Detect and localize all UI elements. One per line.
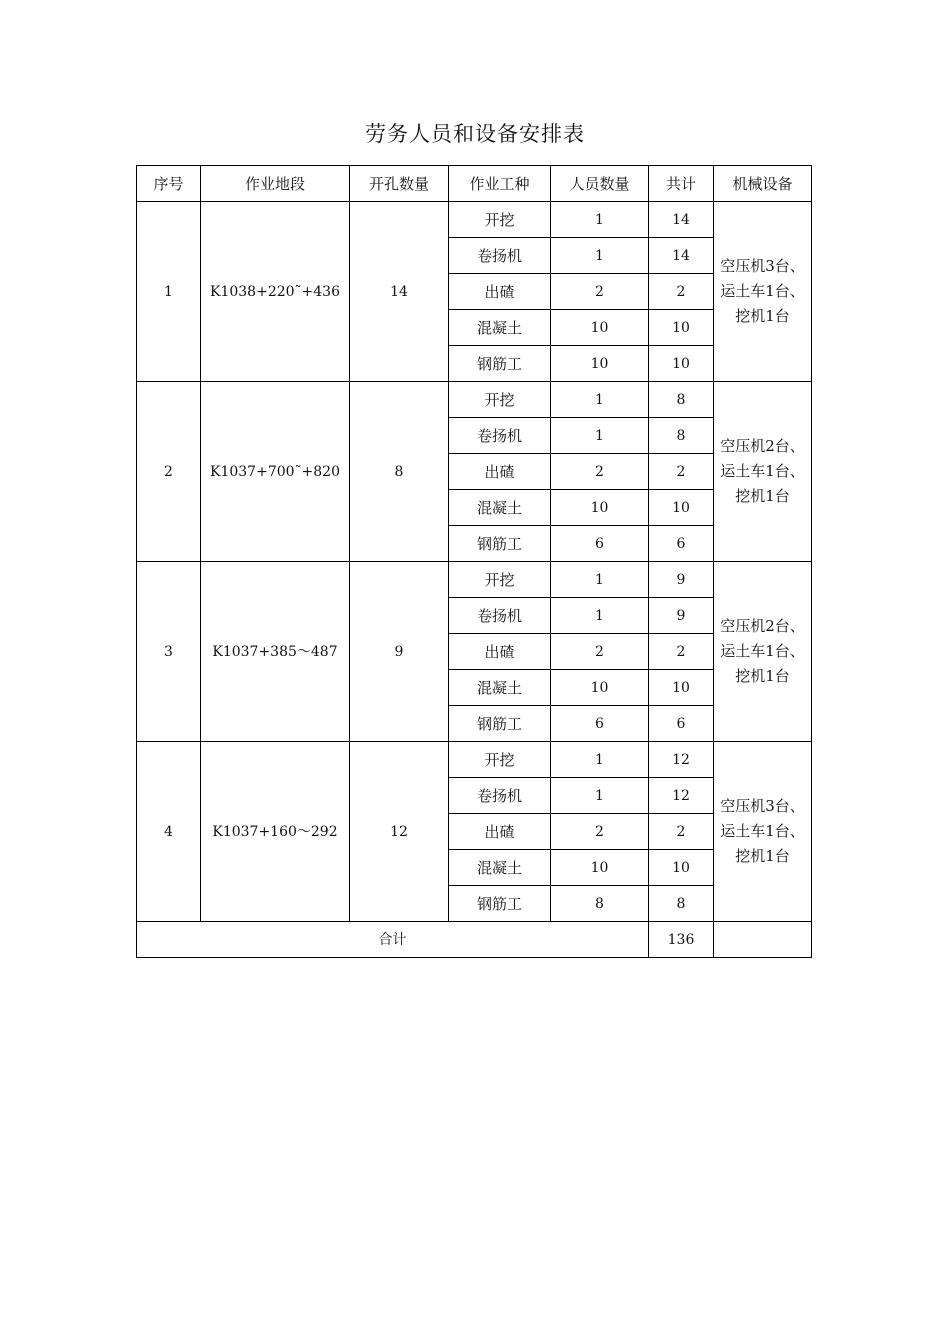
section-no: 1	[137, 202, 201, 382]
summary-equipment	[714, 922, 812, 958]
total-cell: 14	[649, 238, 714, 274]
total-cell: 6	[649, 706, 714, 742]
people-cell: 1	[551, 418, 649, 454]
work-type-cell: 卷扬机	[449, 238, 551, 274]
header-segment: 作业地段	[201, 166, 350, 202]
summary-label: 合计	[137, 922, 649, 958]
total-cell: 8	[649, 886, 714, 922]
table-row	[137, 202, 812, 238]
arrangement-table	[136, 165, 812, 958]
section-holes: 8	[350, 382, 449, 562]
total-cell: 14	[649, 202, 714, 238]
work-type-cell: 开挖	[449, 202, 551, 238]
total-cell: 10	[649, 346, 714, 382]
people-cell: 1	[551, 598, 649, 634]
table-row	[137, 562, 812, 598]
work-type-cell: 开挖	[449, 742, 551, 778]
people-cell: 10	[551, 670, 649, 706]
total-cell: 9	[649, 598, 714, 634]
header-total: 共计	[649, 166, 714, 202]
summary-total: 136	[649, 922, 714, 958]
total-cell: 10	[649, 670, 714, 706]
people-cell: 2	[551, 274, 649, 310]
header-work-type: 作业工种	[449, 166, 551, 202]
section-holes: 14	[350, 202, 449, 382]
total-cell: 12	[649, 778, 714, 814]
work-type-cell: 出碴	[449, 634, 551, 670]
table-row	[137, 382, 812, 418]
total-cell: 10	[649, 850, 714, 886]
work-type-cell: 开挖	[449, 382, 551, 418]
work-type-cell: 出碴	[449, 454, 551, 490]
people-cell: 1	[551, 202, 649, 238]
work-type-cell: 卷扬机	[449, 598, 551, 634]
total-cell: 2	[649, 274, 714, 310]
people-cell: 2	[551, 634, 649, 670]
total-cell: 8	[649, 382, 714, 418]
header-row	[137, 166, 812, 202]
table-row	[137, 742, 812, 778]
section-segment: K1037+700˜+820	[201, 382, 350, 562]
work-type-cell: 卷扬机	[449, 778, 551, 814]
page-title: 劳务人员和设备安排表	[365, 122, 585, 146]
people-cell: 10	[551, 346, 649, 382]
section-holes: 9	[350, 562, 449, 742]
section-equipment: 空压机3台、运土车1台、挖机1台	[714, 742, 812, 922]
header-holes: 开孔数量	[350, 166, 449, 202]
people-cell: 1	[551, 382, 649, 418]
work-type-cell: 出碴	[449, 814, 551, 850]
work-type-cell: 出碴	[449, 274, 551, 310]
people-cell: 1	[551, 562, 649, 598]
people-cell: 6	[551, 706, 649, 742]
work-type-cell: 钢筋工	[449, 706, 551, 742]
section-segment: K1037+160～292	[201, 742, 350, 922]
section-no: 2	[137, 382, 201, 562]
people-cell: 10	[551, 310, 649, 346]
work-type-cell: 混凝土	[449, 490, 551, 526]
people-cell: 1	[551, 742, 649, 778]
people-cell: 1	[551, 238, 649, 274]
total-cell: 2	[649, 454, 714, 490]
total-cell: 2	[649, 814, 714, 850]
total-cell: 10	[649, 310, 714, 346]
summary-row	[137, 922, 812, 958]
people-cell: 2	[551, 814, 649, 850]
section-segment: K1038+220˜+436	[201, 202, 350, 382]
work-type-cell: 钢筋工	[449, 886, 551, 922]
work-type-cell: 卷扬机	[449, 418, 551, 454]
work-type-cell: 钢筋工	[449, 526, 551, 562]
total-cell: 12	[649, 742, 714, 778]
header-no: 序号	[137, 166, 201, 202]
work-type-cell: 混凝土	[449, 310, 551, 346]
total-cell: 8	[649, 418, 714, 454]
people-cell: 10	[551, 850, 649, 886]
section-holes: 12	[350, 742, 449, 922]
work-type-cell: 混凝土	[449, 850, 551, 886]
section-equipment: 空压机2台、运土车1台、挖机1台	[714, 562, 812, 742]
section-no: 4	[137, 742, 201, 922]
total-cell: 9	[649, 562, 714, 598]
section-segment: K1037+385～487	[201, 562, 350, 742]
people-cell: 8	[551, 886, 649, 922]
work-type-cell: 钢筋工	[449, 346, 551, 382]
work-type-cell: 混凝土	[449, 670, 551, 706]
header-equipment: 机械设备	[714, 166, 812, 202]
work-type-cell: 开挖	[449, 562, 551, 598]
header-people: 人员数量	[551, 166, 649, 202]
people-cell: 2	[551, 454, 649, 490]
section-equipment: 空压机3台、运土车1台、挖机1台	[714, 202, 812, 382]
people-cell: 10	[551, 490, 649, 526]
total-cell: 10	[649, 490, 714, 526]
section-no: 3	[137, 562, 201, 742]
people-cell: 6	[551, 526, 649, 562]
total-cell: 6	[649, 526, 714, 562]
total-cell: 2	[649, 634, 714, 670]
people-cell: 1	[551, 778, 649, 814]
section-equipment: 空压机2台、运土车1台、挖机1台	[714, 382, 812, 562]
